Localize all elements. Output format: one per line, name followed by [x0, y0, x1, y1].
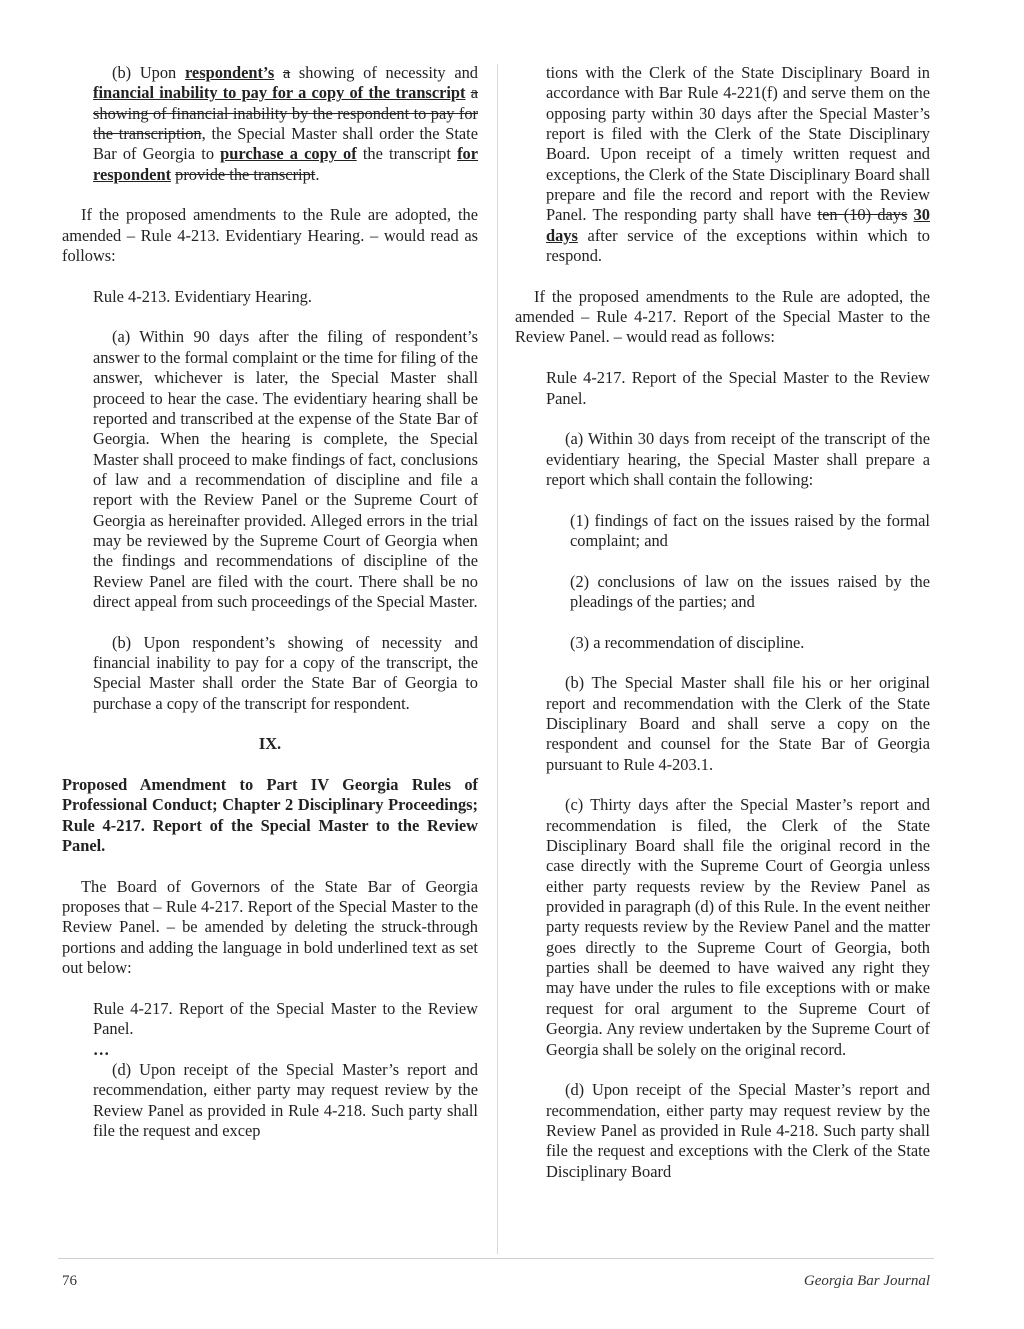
rule-217-paragraph-d-start: (d) Upon receipt of the Special Master’s report and recommendation, either party may request review by the Review Panel as provided in Rule 4-218. Such party shall file the request and excep [93, 1059, 478, 1140]
rule-213-paragraph-a: (a) Within 90 days after the filing of respondent’s answer to the formal complaint or the time for filing of the answer, whichever is later, the Special Master shall proceed to hear the case. The evidentiary hearing shall be reported and transcribed at the expense of the State Bar of Georgia. When the hearing is complete, the Special Master shall proceed to make findings of fact, conclusions of law and a recommendation of discipline and file a report with the Review Panel or the Supreme Court of Georgia as hereinafter provided. Alleged errors in the trial may be reviewed by the Supreme Court of Georgia when the findings and recommendations of discipline of the Review Panel are filed with the court. There shall be no direct appeal from such proceedings of the Special Master. [93, 327, 478, 611]
rule-217-paragraph-a: (a) Within 30 days from receipt of the transcript of the evidentiary hearing, the Special Master shall prepare a report which shall contain the following: [546, 429, 930, 489]
section-number: IX. [258, 734, 282, 754]
intro-rule-213: If the proposed amendments to the Rule are adopted, the amended – Rule 4-213. Evidentiary Hearing. – would read as follows: [62, 205, 478, 266]
rule-217-paragraph-d: (d) Upon receipt of the Special Master’s report and recommendation, either party may request review by the Review Panel as provided in Rule 4-218. Such party shall file the request and exceptions with the Clerk of the State Disciplinary Board [546, 1080, 930, 1181]
rule-217-title-amended: Rule 4-217. Report of the Special Master to the Review Panel. [546, 368, 930, 408]
page-number: 76 [62, 1273, 77, 1289]
journal-name: Georgia Bar Journal [803, 1273, 930, 1289]
rule-217-paragraph-b: (b) The Special Master shall file his or her original report and recommendation with the Clerk of the State Disciplinary Board and shall serve a copy on the respondent and counsel for the State Bar of Georgia pursuant to Rule 4-203.1. [546, 673, 930, 774]
column-divider [497, 64, 498, 1254]
rule-213-title: Rule 4-213. Evidentiary Hearing. [93, 286, 312, 306]
rule-213-paragraph-b: (b) Upon respondent’s showing of necessity and financial inability to pay for a copy of the transcript, the Special Master shall order the State Bar of Georgia to purchase a copy of the transcript for respondent. [93, 632, 478, 713]
section-heading: Proposed Amendment to Part IV Georgia Rules of Professional Conduct; Chapter 2 Disciplinary Proceedings; Rule 4-217. Report of the Special Master to the Review Panel. [62, 775, 478, 856]
ellipsis: … [93, 1039, 110, 1059]
left-column [62, 63, 478, 1141]
intro-rule-217: If the proposed amendments to the Rule are adopted, the amended – Rule 4-217. Report of the Special Master to the Review Panel. – would read as follows: [515, 286, 930, 347]
rule-217-paragraph-d-continued: tions with the Clerk of the State Disciplinary Board in accordance with Bar Rule 4-221(f) and serve them on the opposing party within 30 days after the Special Master’s report is filed with the Clerk of the State Disciplinary Board. Upon receipt of a timely written request and exceptions, the Clerk of the State Disciplinary Board shall prepare and file the record and report with the Review Panel. The responding party shall have ten (10) days 30 days after service of the exceptions within which to respond. [546, 63, 930, 266]
rule-217-paragraph-c: (c) Thirty days after the Special Master’s report and recommendation is filed, the Clerk of the State Disciplinary Board shall file the original record in the case directly with the Supreme Court of Georgia unless either party requests review by the Review Panel as provided in paragraph (d) of this Rule. In the event neither party requests review by the Review Panel and the matter goes directly to the Supreme Court of Georgia, both parties shall be deemed to have waived any right they may have under the rules to file exceptions with or make request for oral argument to the Supreme Court of Georgia. Any review undertaken by the Supreme Court of Georgia shall be solely on the original record. [546, 795, 930, 1059]
amended-213-b-markup: (b) Upon respondent’s a showing of necessity and financial inability to pay for a copy of the transcript a showing of financial inability by the respondent to pay for the transcription, the Special Master shall order the State Bar of Georgia to purchase a copy of the transcript for respondent provide the transcript. [93, 63, 479, 184]
rule-217-title: Rule 4-217. Report of the Special Master to the Review Panel. [93, 998, 478, 1039]
proposal-text: The Board of Governors of the State Bar of Georgia proposes that – Rule 4-217. Report of the Special Master to the Review Panel. – be amended by deleting the struck-through portions and adding the language in bold underlined text as set out below: [62, 876, 478, 978]
rule-217-item-3: (3) a recommendation of discipline. [570, 632, 805, 652]
rule-217-item-1: (1) findings of fact on the issues raised by the formal complaint; and [570, 510, 930, 550]
rule-217-item-2: (2) conclusions of law on the issues raised by the pleadings of the parties; and [570, 571, 930, 611]
footer-divider [58, 1258, 934, 1259]
right-column [515, 63, 930, 1182]
